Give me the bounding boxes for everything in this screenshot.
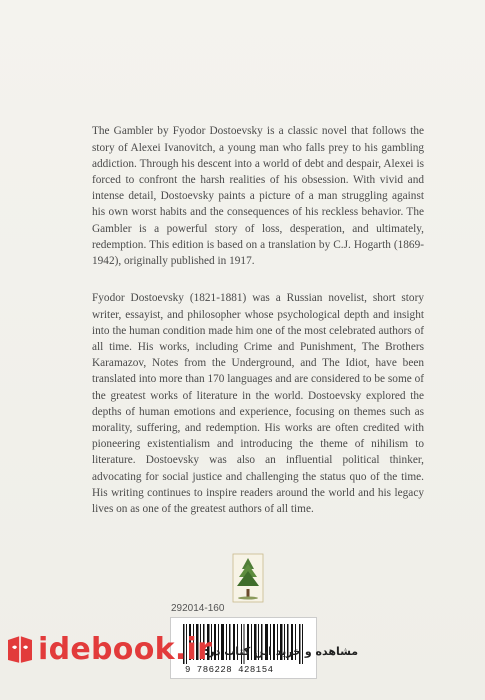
book-icon [6,634,34,664]
publisher-code: 292014-160 [171,603,225,614]
watermark-banner[interactable] [0,628,485,700]
book-description-paragraph: The Gambler by Fyodor Dostoevsky is a classic novel that follows the story of Alexei Ivanovitch, a young man who falls prey to his gambling addiction. Through his descent into a world of debt and despair, Alexei is forced to confront the harsh realities of his obsession. With vivid and intense detail, Dostoevsky paints a picture of a man struggling against his own worst habits and the consequences of his reckless behavior. The Gambler is a powerful story of loss, desperation, and ultimately, redemption. This edition is based on a translation by C.J. Hogarth (1869-1942), originally published in 1917. [92,125,424,267]
watermark-persian-text: مشاهده و خرید این کتاب در: [204,645,359,658]
author-biography-paragraph: Fyodor Dostoevsky (1821-1881) was a Russian novelist, short story writer, essayist, and philosopher whose psychological depth and insight into the human condition made him one of the most celebrated authors of all time. His works, including Crime and Punishment, The Brothers Karamazov, Notes from the Underground, and The Idiot, have been translated into more than 170 languages and are considered to be some of the greatest works of literature in the world. Dostoevsky explored the depths of human emotions and experience, focusing on themes such as morality, suffering, and redemption. His works are often credited with pioneering existentialism and introducing the theme of nihilism to literature. Dostoevsky was also an influential political thinker, advocating for social justice and challenging the status quo of the time. His writing continues to inspire readers around the world and his legacy lives on as one of the greatest authors of all time. [92,292,424,515]
barcode-number: 9 786228 428154 [185,665,274,675]
watermark-brand[interactable]: idebook.ir [38,632,213,667]
tree-logo-icon [232,553,264,603]
